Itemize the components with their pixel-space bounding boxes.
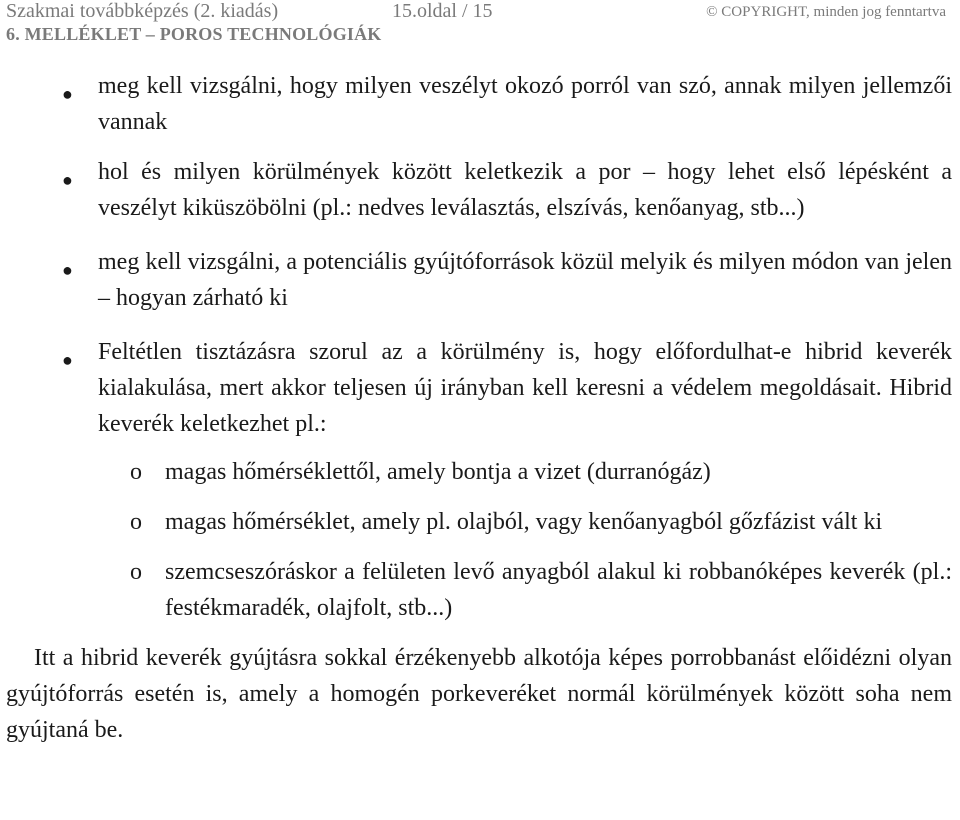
sub-list-text: szemcseszóráskor a felületen levő anyagból alakul ki robbanóképes keverék (pl.: festékmaradék, olajfolt, stb...) (165, 559, 952, 621)
bullet-item (0, 68, 960, 140)
bullet-item (0, 244, 960, 316)
bullet-icon: ● (62, 170, 73, 190)
bullet-text: Feltétlen tisztázásra szorul az a körülmény is, hogy előfordulhat-e hibrid keverék kialakulása, mert akkor teljesen új irányban kell keresni a védelem megoldásait. Hibrid keverék keletkezhet pl.: (98, 339, 952, 437)
bullet-text: meg kell vizsgálni, hogy milyen veszélyt okozó porról van szó, annak milyen jellemzői vannak (98, 73, 952, 135)
bullet-item (0, 154, 960, 226)
sub-list-item (0, 454, 960, 490)
bullet-text: meg kell vizsgálni, a potenciális gyújtóforrások közül melyik és milyen módon van jelen – hogyan zárható ki (98, 249, 952, 311)
sub-list-item (0, 554, 960, 626)
circle-bullet-icon: o (130, 459, 142, 485)
sub-list-item (0, 504, 960, 540)
body-paragraph: Itt a hibrid keverék gyújtásra sokkal érzékenyebb alkotója képes porrobbanást előidézni olyan gyújtóforrás esetén is, amely a homogén porkeveréket normál körülmények között soha nem gyújtaná be. (6, 645, 952, 743)
header-section-title: 6. MELLÉKLET – POROS TECHNOLÓGIÁK (6, 24, 382, 44)
bullet-text: hol és milyen körülmények között keletkezik a por – hogy lehet első lépésként a veszélyt kiküszöbölni (pl.: nedves leválasztás, elszívás, kenőanyag, stb...) (98, 159, 952, 221)
header-course-title: Szakmai továbbképzés (2. kiadás) (6, 0, 279, 22)
document-body (0, 68, 960, 748)
bullet-item (0, 334, 960, 442)
bullet-icon: ● (62, 350, 73, 370)
header-copyright: © COPYRIGHT, minden jog fenntartva (706, 4, 946, 20)
circle-bullet-icon: o (130, 559, 142, 585)
circle-bullet-icon: o (130, 509, 142, 535)
page-header (0, 0, 960, 48)
header-page-number: 15.oldal / 15 (392, 0, 493, 22)
bullet-icon: ● (62, 84, 73, 104)
sub-list-text: magas hőmérséklettől, amely bontja a vizet (durranógáz) (165, 459, 711, 485)
bullet-icon: ● (62, 260, 73, 280)
sub-list-text: magas hőmérséklet, amely pl. olajból, vagy kenőanyagból gőzfázist vált ki (165, 509, 883, 535)
